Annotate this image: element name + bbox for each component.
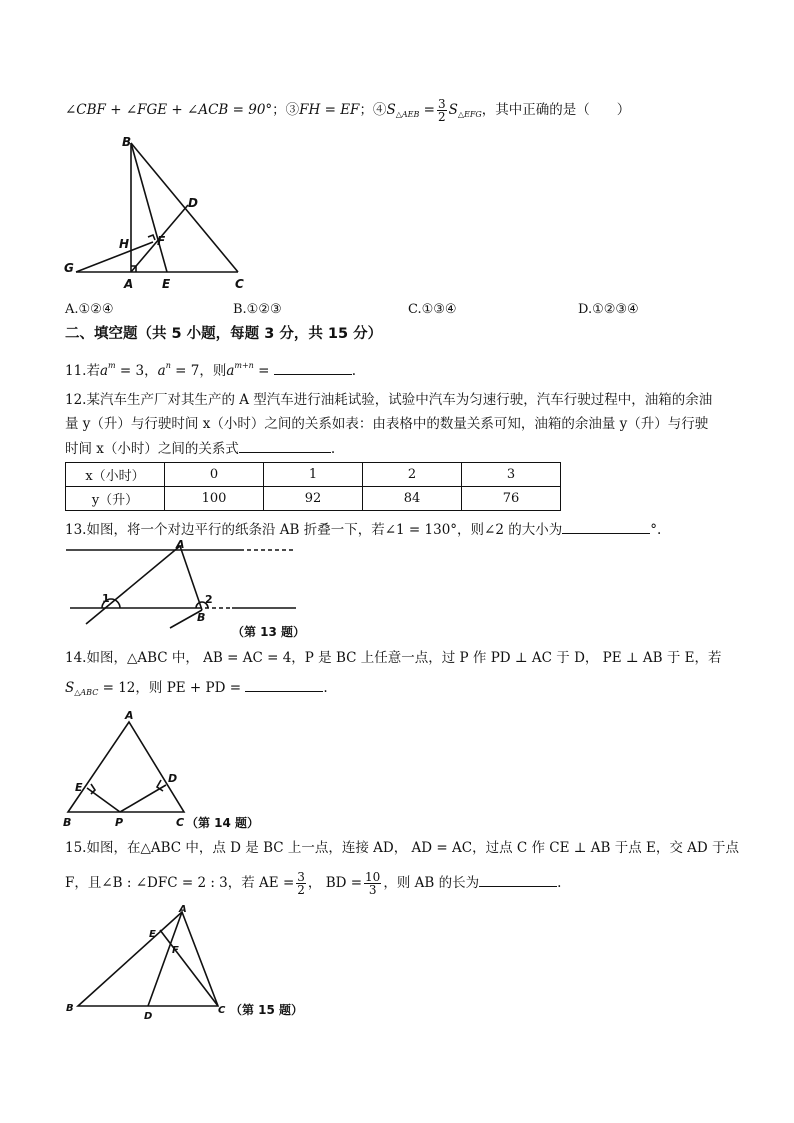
q10-item4-eq: = bbox=[423, 102, 435, 118]
q14-caption: （第 14 题） bbox=[186, 816, 260, 830]
q10-option-a: A.①②④ bbox=[65, 302, 114, 317]
q10-sep2: ；④ bbox=[359, 102, 387, 118]
q10-label-D: D bbox=[188, 196, 198, 210]
q15-line2-c: ，则 AB 的长为 bbox=[383, 875, 480, 891]
q15-label-C: C bbox=[218, 1005, 226, 1016]
table-cell: 1 bbox=[264, 463, 363, 487]
q10-item4-sub2: △EFG bbox=[457, 110, 482, 119]
q15-fraction-ae bbox=[296, 871, 306, 896]
q14-label-A: A bbox=[125, 709, 134, 722]
q14-s: S bbox=[65, 680, 75, 696]
q10-item4-sub1: △AEB bbox=[395, 110, 420, 119]
q10-option-b: B.①②③ bbox=[233, 302, 282, 317]
q12-line3-text: 时间 x（小时）之间的关系式 bbox=[65, 441, 239, 457]
q14-label-D: D bbox=[168, 772, 178, 785]
q10-expr: ∠CBF + ∠FGE + ∠ACB = 90° bbox=[65, 102, 273, 118]
q11-v1: = 3， bbox=[115, 363, 158, 379]
q15-ae-num: 3 bbox=[297, 870, 305, 884]
q10-frac-num: 3 bbox=[437, 97, 446, 111]
q11-e2: n bbox=[165, 361, 171, 370]
q14-triangle bbox=[68, 722, 184, 812]
q14-figure bbox=[60, 708, 280, 834]
q15-label-E: E bbox=[149, 929, 156, 940]
q10-label-A: A bbox=[124, 277, 134, 291]
q12-line3-end: . bbox=[330, 441, 336, 457]
q14-s-sub: △ABC bbox=[74, 688, 99, 697]
table-cell: x（小时） bbox=[66, 463, 165, 487]
q10-item4-s2: S bbox=[448, 102, 458, 118]
q13-label-B: B bbox=[197, 611, 206, 624]
q10-label-G: G bbox=[64, 261, 74, 275]
table-cell: 100 bbox=[165, 487, 264, 511]
q13-fold-AB bbox=[180, 546, 202, 610]
q14-line1: 14.如图，△ABC 中， AB = AC = 4，P 是 BC 上任意一点，过 P 作 PD ⊥ AC 于 D， PE ⊥ AB 于 E，若 bbox=[65, 650, 722, 666]
table-row bbox=[66, 463, 561, 487]
q11-a1: a bbox=[99, 363, 109, 379]
q15-ae-den: 2 bbox=[297, 883, 305, 897]
q11-prefix: 11.若 bbox=[65, 363, 100, 379]
q15-line2-end: . bbox=[557, 875, 562, 891]
q14-line-PE bbox=[87, 788, 120, 812]
q14-label-B: B bbox=[63, 816, 72, 829]
table-cell: 0 bbox=[165, 463, 264, 487]
q12-line3 bbox=[65, 438, 335, 459]
q14-label-C: C bbox=[176, 816, 185, 829]
q10-label-C: C bbox=[235, 277, 244, 291]
q10-option-c: C.①③④ bbox=[408, 302, 457, 317]
q14-answer-blank[interactable] bbox=[245, 677, 323, 692]
q13-label-A: A bbox=[176, 538, 185, 551]
q13-end: °. bbox=[650, 522, 662, 538]
q15-bd-den: 3 bbox=[368, 883, 377, 897]
q10-continuation bbox=[65, 98, 630, 125]
table-cell: 84 bbox=[363, 487, 462, 511]
q15-line-AD bbox=[148, 912, 182, 1006]
q11-v3: = bbox=[253, 363, 270, 379]
q13-fold-left bbox=[86, 546, 180, 624]
q15-caption: （第 15 题） bbox=[230, 1003, 304, 1017]
q15-bd-num: 10 bbox=[365, 870, 381, 884]
q10-frac-den: 2 bbox=[437, 110, 446, 124]
q15-triangle bbox=[78, 912, 218, 1006]
table-cell: 3 bbox=[462, 463, 561, 487]
q10-label-H: H bbox=[119, 237, 130, 251]
q13-question: 13.如图，将一个对边平行的纸条沿 AB 折叠一下，若∠1 = 130°，则∠2 的大小为 bbox=[65, 522, 563, 538]
q13-figure bbox=[60, 538, 320, 642]
q15-figure bbox=[60, 902, 310, 1026]
q15-label-B: B bbox=[66, 1003, 74, 1014]
q12-line2: 量 y（升）与行驶时间 x（小时）之间的关系如表：由表格中的数量关系可知，油箱的余油量 y（升）与行驶 bbox=[65, 416, 709, 432]
q15-line1: 15.如图，在△ABC 中，点 D 是 BC 上一点，连接 AD， AD = AC，过点 C 作 CE ⊥ AB 于点 E，交 AD 于点 bbox=[65, 840, 740, 856]
q15-line2 bbox=[65, 866, 561, 900]
q15-answer-blank[interactable] bbox=[479, 872, 557, 887]
q10-option-d: D.①②③④ bbox=[578, 302, 639, 317]
q13-label-1: 1 bbox=[102, 592, 110, 605]
q11 bbox=[65, 356, 356, 381]
q15-label-A: A bbox=[179, 904, 187, 915]
q14-line2 bbox=[65, 677, 328, 703]
q10-fraction bbox=[437, 98, 447, 123]
q10-label-F: F bbox=[157, 234, 166, 248]
q13-label-2: 2 bbox=[205, 593, 213, 606]
table-cell: 92 bbox=[264, 487, 363, 511]
q10-line-BE bbox=[131, 143, 167, 272]
q11-end: . bbox=[351, 363, 357, 379]
q10-line-GF bbox=[76, 242, 153, 272]
q15-line2-b: ， BD = bbox=[307, 875, 363, 891]
q11-a3: a bbox=[226, 363, 235, 379]
section-2-title: 二、填空题（共 5 小题，每题 3 分，共 15 分） bbox=[65, 326, 383, 342]
q10-item3: FH = EF bbox=[299, 102, 360, 118]
q15-line-CE bbox=[160, 930, 218, 1006]
q14-line2-rest: = 12，则 PE + PD = bbox=[98, 680, 242, 696]
q14-label-E: E bbox=[75, 781, 83, 794]
q12-table bbox=[65, 462, 561, 511]
q10-tail: ，其中正确的是（ ） bbox=[481, 102, 631, 118]
q15-label-F: F bbox=[172, 945, 179, 956]
table-cell: y（升） bbox=[66, 487, 165, 511]
q15-label-D: D bbox=[144, 1011, 153, 1022]
q11-answer-blank[interactable] bbox=[274, 360, 352, 375]
q10-label-B: B bbox=[122, 135, 132, 149]
q15-line2-a: F，且∠B : ∠DFC = 2 : 3，若 AE = bbox=[65, 875, 295, 891]
q13-answer-blank[interactable] bbox=[562, 519, 650, 534]
q12-answer-blank[interactable] bbox=[239, 438, 331, 453]
q12-line1: 12.某汽车生产厂对其生产的 A 型汽车进行油耗试验，试验中汽车为匀速行驶，汽车行驶过程中，油箱的余油 bbox=[65, 392, 713, 408]
table-cell: 76 bbox=[462, 487, 561, 511]
q10-right-angle-F bbox=[148, 235, 155, 240]
q14-label-P: P bbox=[115, 816, 124, 829]
q14-line2-end: . bbox=[323, 680, 328, 696]
q11-a2: a bbox=[157, 363, 166, 379]
q10-item4-s1: S bbox=[386, 102, 396, 118]
table-cell: 2 bbox=[363, 463, 462, 487]
q11-e1: m bbox=[108, 361, 116, 370]
q13-caption: （第 13 题） bbox=[232, 625, 306, 639]
q11-e3: m+n bbox=[234, 361, 254, 370]
table-row bbox=[66, 487, 561, 511]
q10-label-E: E bbox=[162, 277, 171, 291]
q11-v2: = 7，则 bbox=[170, 363, 227, 379]
q15-fraction-bd bbox=[364, 871, 381, 896]
q13-text bbox=[65, 519, 661, 540]
q10-figure bbox=[60, 130, 260, 295]
q10-sep1: ；③ bbox=[272, 102, 300, 118]
